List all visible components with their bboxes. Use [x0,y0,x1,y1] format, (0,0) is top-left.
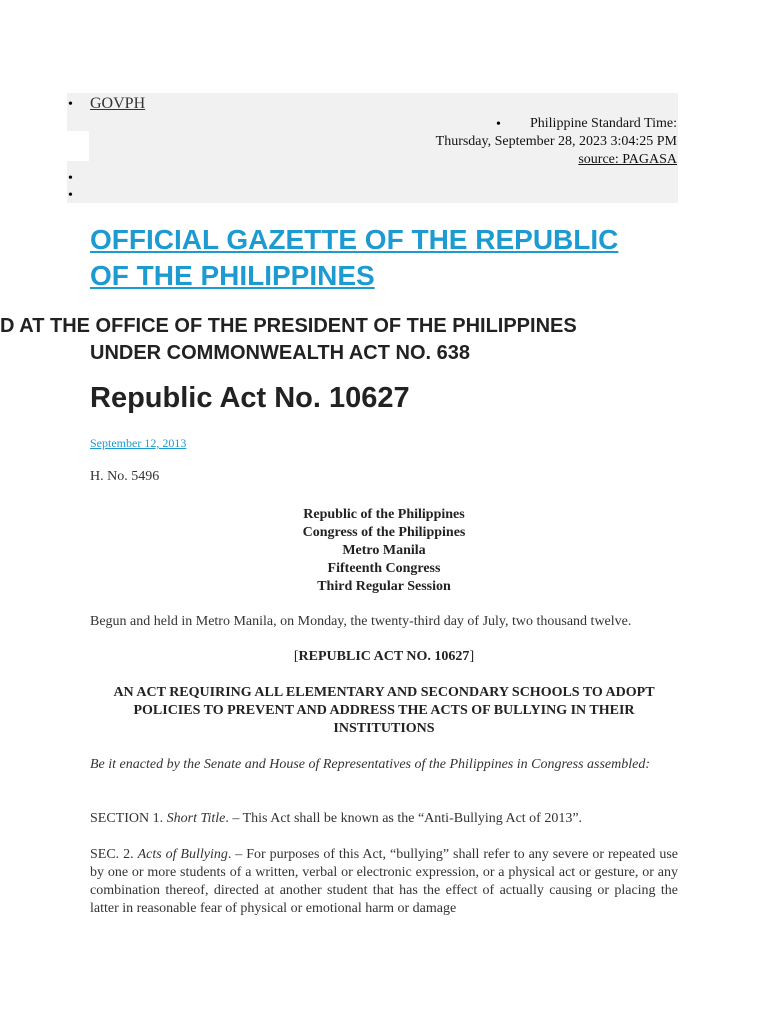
ra-number-text: REPUBLIC ACT NO. 10627 [298,649,470,664]
heading-line: Republic of the Philippines [303,507,465,522]
site-subtitle-line: D AT THE OFFICE OF THE PRESIDENT OF THE PHILIPPINES [0,315,577,337]
section-1-heading: Short Title [166,811,226,826]
heading-line: Congress of the Philippines [302,525,466,540]
ra-number: [REPUBLIC ACT NO. 10627] [293,649,475,664]
top-bar-gap [67,131,89,161]
pst-source-link[interactable]: source: PAGASA [578,152,677,167]
pst-label: Philippine Standard Time: [529,116,677,131]
section-2 [90,846,678,918]
govph-link[interactable]: GOVPH [90,95,146,112]
bullet-icon: • [68,97,73,112]
philippine-standard-time [436,115,677,169]
site-title-line: OFFICIAL GAZETTE OF THE REPUBLIC [90,224,619,255]
site-title-line: OF THE PHILIPPINES [90,260,375,291]
heading-line: Fifteenth Congress [327,561,441,576]
article-date-link[interactable]: September 12, 2013 [90,436,187,450]
section-2-heading: Acts of Bullying [137,847,228,862]
pst-datetime: Thursday, September 28, 2023 3:04:25 PM [435,134,677,149]
section-1-text: . – This Act shall be known as the “Anti-Bullying Act of 2013”. [225,811,583,826]
bullet-icon: • [68,171,73,186]
begun-paragraph: Begun and held in Metro Manila, on Monday, the twenty-third day of July, two thousand twelve. [90,614,632,629]
section-1 [90,810,678,828]
congress-heading [90,506,678,596]
section-1-label: SECTION 1. [90,811,164,826]
heading-line: Metro Manila [342,543,426,558]
act-title: AN ACT REQUIRING ALL ELEMENTARY AND SECONDARY SCHOOLS TO ADOPT POLICIES TO PREVENT AND ADDRESS THE ACTS OF BULLYING IN THEIR INSTITUTIONS [113,685,655,736]
section-2-text: . – For purposes of this Act, “bullying” shall refer to any severe or repeated use by one or more students of a written, verbal or electronic expression, or a physical act or gesture, or any combination thereof, directed at another student that has the effect of actually causing or placing the latter in reasonable fear of physical or emotional harm or damage [90,847,679,916]
bullet-icon: • [496,117,501,132]
site-subtitle-line: UNDER COMMONWEALTH ACT NO. 638 [90,342,470,364]
article-title: Republic Act No. 10627 [90,382,410,414]
enacting-clause: Be it enacted by the Senate and House of Representatives of the Philippines in Congress assembled: [90,757,651,772]
house-number: H. No. 5496 [90,469,160,484]
section-2-label: SEC. 2. [90,847,134,862]
bullet-icon: • [68,188,73,203]
heading-line: Third Regular Session [317,579,451,594]
site-title-link[interactable] [90,222,690,294]
